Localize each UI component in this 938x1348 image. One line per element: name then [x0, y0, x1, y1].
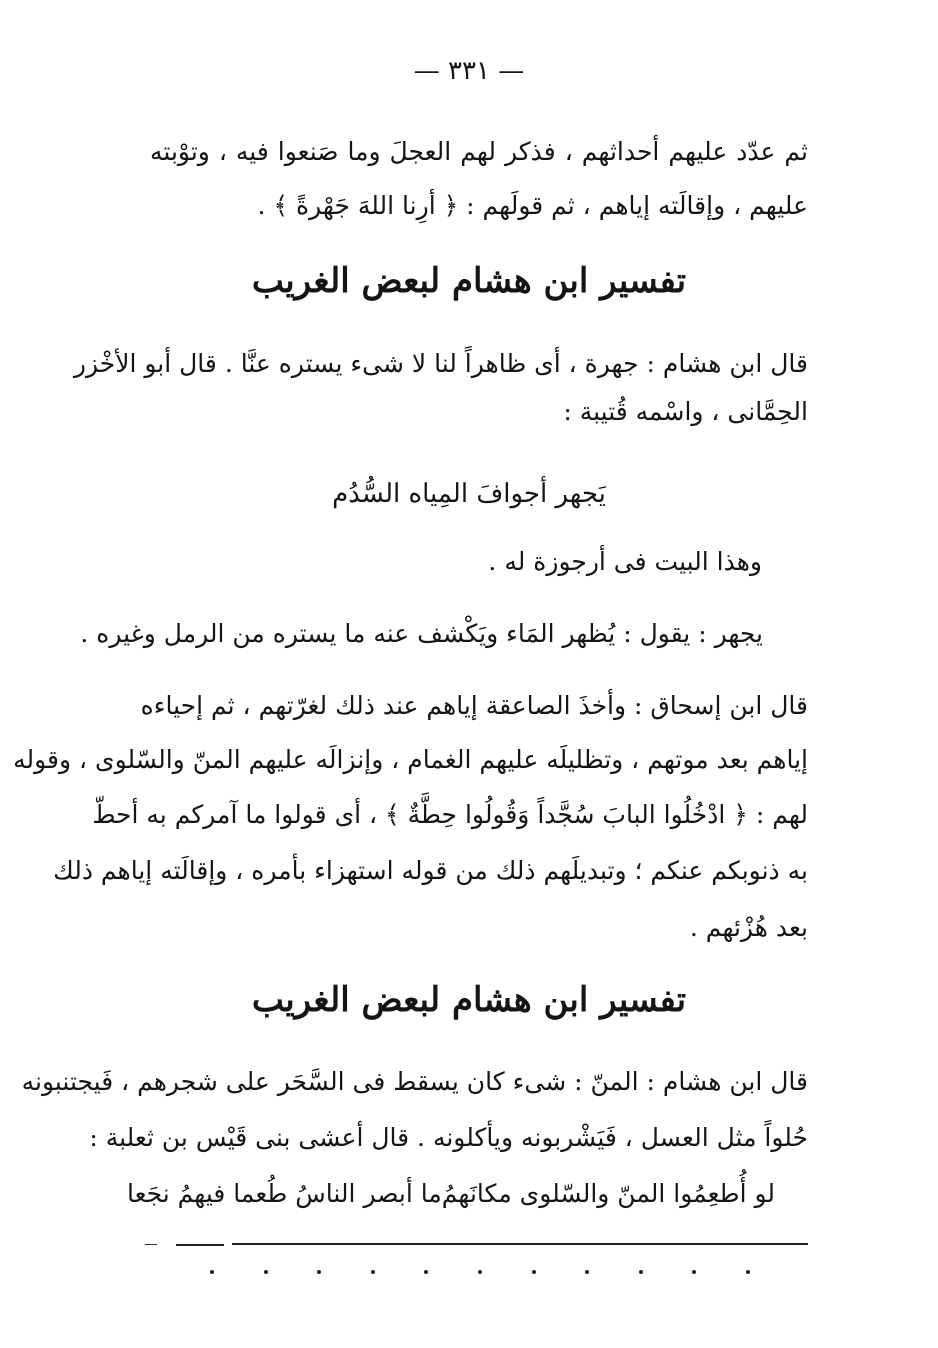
footnote-rule-tick: [145, 1244, 157, 1245]
text-line: إياهم بعد موتهم ، وتظليلَه عليهم الغمام ، وإنزالَه عليهم المنّ والسّلوى ، وقوله: [13, 745, 808, 774]
footnote-dots: [210, 1268, 750, 1276]
dot: [746, 1270, 750, 1274]
text-line: قال ابن إسحاق : وأخذَ الصاعقة إياهم عند ذلك لغرّتهم ، ثم إحياءه: [140, 691, 808, 720]
dot: [585, 1270, 589, 1274]
text-line: يجهر : يقول : يُظهر المَاء ويَكْشف عنه ما يستره من الرمل وغيره .: [80, 619, 763, 648]
verse-second-hemistich: ما أبصر الناسُ طُعما فيهمُ نجَعا: [126, 1179, 442, 1208]
dot: [264, 1270, 268, 1274]
dot: [317, 1270, 321, 1274]
text-line: قال ابن هشام : جهرة ، أى ظاهراً لنا لا شىء يستره عنَّا . قال أبو الأخْزر: [73, 349, 808, 378]
text-line: وهذا البيت فى أرجوزة له .: [488, 547, 762, 576]
dot: [424, 1270, 428, 1274]
text-line: ثم عدّد عليهم أحداثهم ، فذكر لهم العجلَ وما صَنعوا فيه ، وتوْبته: [150, 137, 808, 166]
dot: [532, 1270, 536, 1274]
verse-couplet: [126, 1174, 775, 1214]
dot: [692, 1270, 696, 1274]
dot: [478, 1270, 482, 1274]
dot: [639, 1270, 643, 1274]
text-line: حُلواً مثل العسل ، فَيَشْربونه ويأكلونه . قال أعشى بنى قَيْس بن ثعلبة :: [89, 1123, 808, 1152]
text-line: به ذنوبكم عنكم ؛ وتبديلَهم ذلك من قوله استهزاء بأمره ، وإقالَته إياهم ذلك: [53, 856, 808, 885]
text-line: لهم : ﴿ ادْخُلُوا البابَ سُجَّداً وَقُولُوا حِطَّةٌ ﴾ ، أى قولوا ما آمركم به أحطّ: [92, 800, 808, 829]
page-number: — ٣٣١ —: [413, 56, 525, 86]
verse-first-hemistich: لو أُطعِمُوا المنّ والسّلوى مكانَهمُ: [441, 1179, 775, 1208]
dot: [210, 1270, 214, 1274]
section-heading: تفسير ابن هشام لبعض الغريب: [251, 261, 687, 301]
text-line: بعد هُزْئهم .: [689, 913, 808, 942]
section-heading: تفسير ابن هشام لبعض الغريب: [251, 980, 687, 1020]
dot: [371, 1270, 375, 1274]
footnote-rule: [232, 1243, 808, 1245]
text-line: الحِمَّانى ، واسْمه قُتيبة :: [563, 397, 808, 426]
text-line: عليهم ، وإقالَته إياهم ، ثم قولَهم : ﴿ أرِنا اللهَ جَهْرةً ﴾ .: [257, 191, 808, 220]
footnote-rule-short: [176, 1244, 224, 1246]
text-line: قال ابن هشام : المنّ : شىء كان يسقط فى السَّحَر على شجرهم ، فَيجتنبونه: [21, 1067, 808, 1096]
verse-line: يَجهر أجوافَ المِياه السُّدُم: [332, 479, 606, 509]
